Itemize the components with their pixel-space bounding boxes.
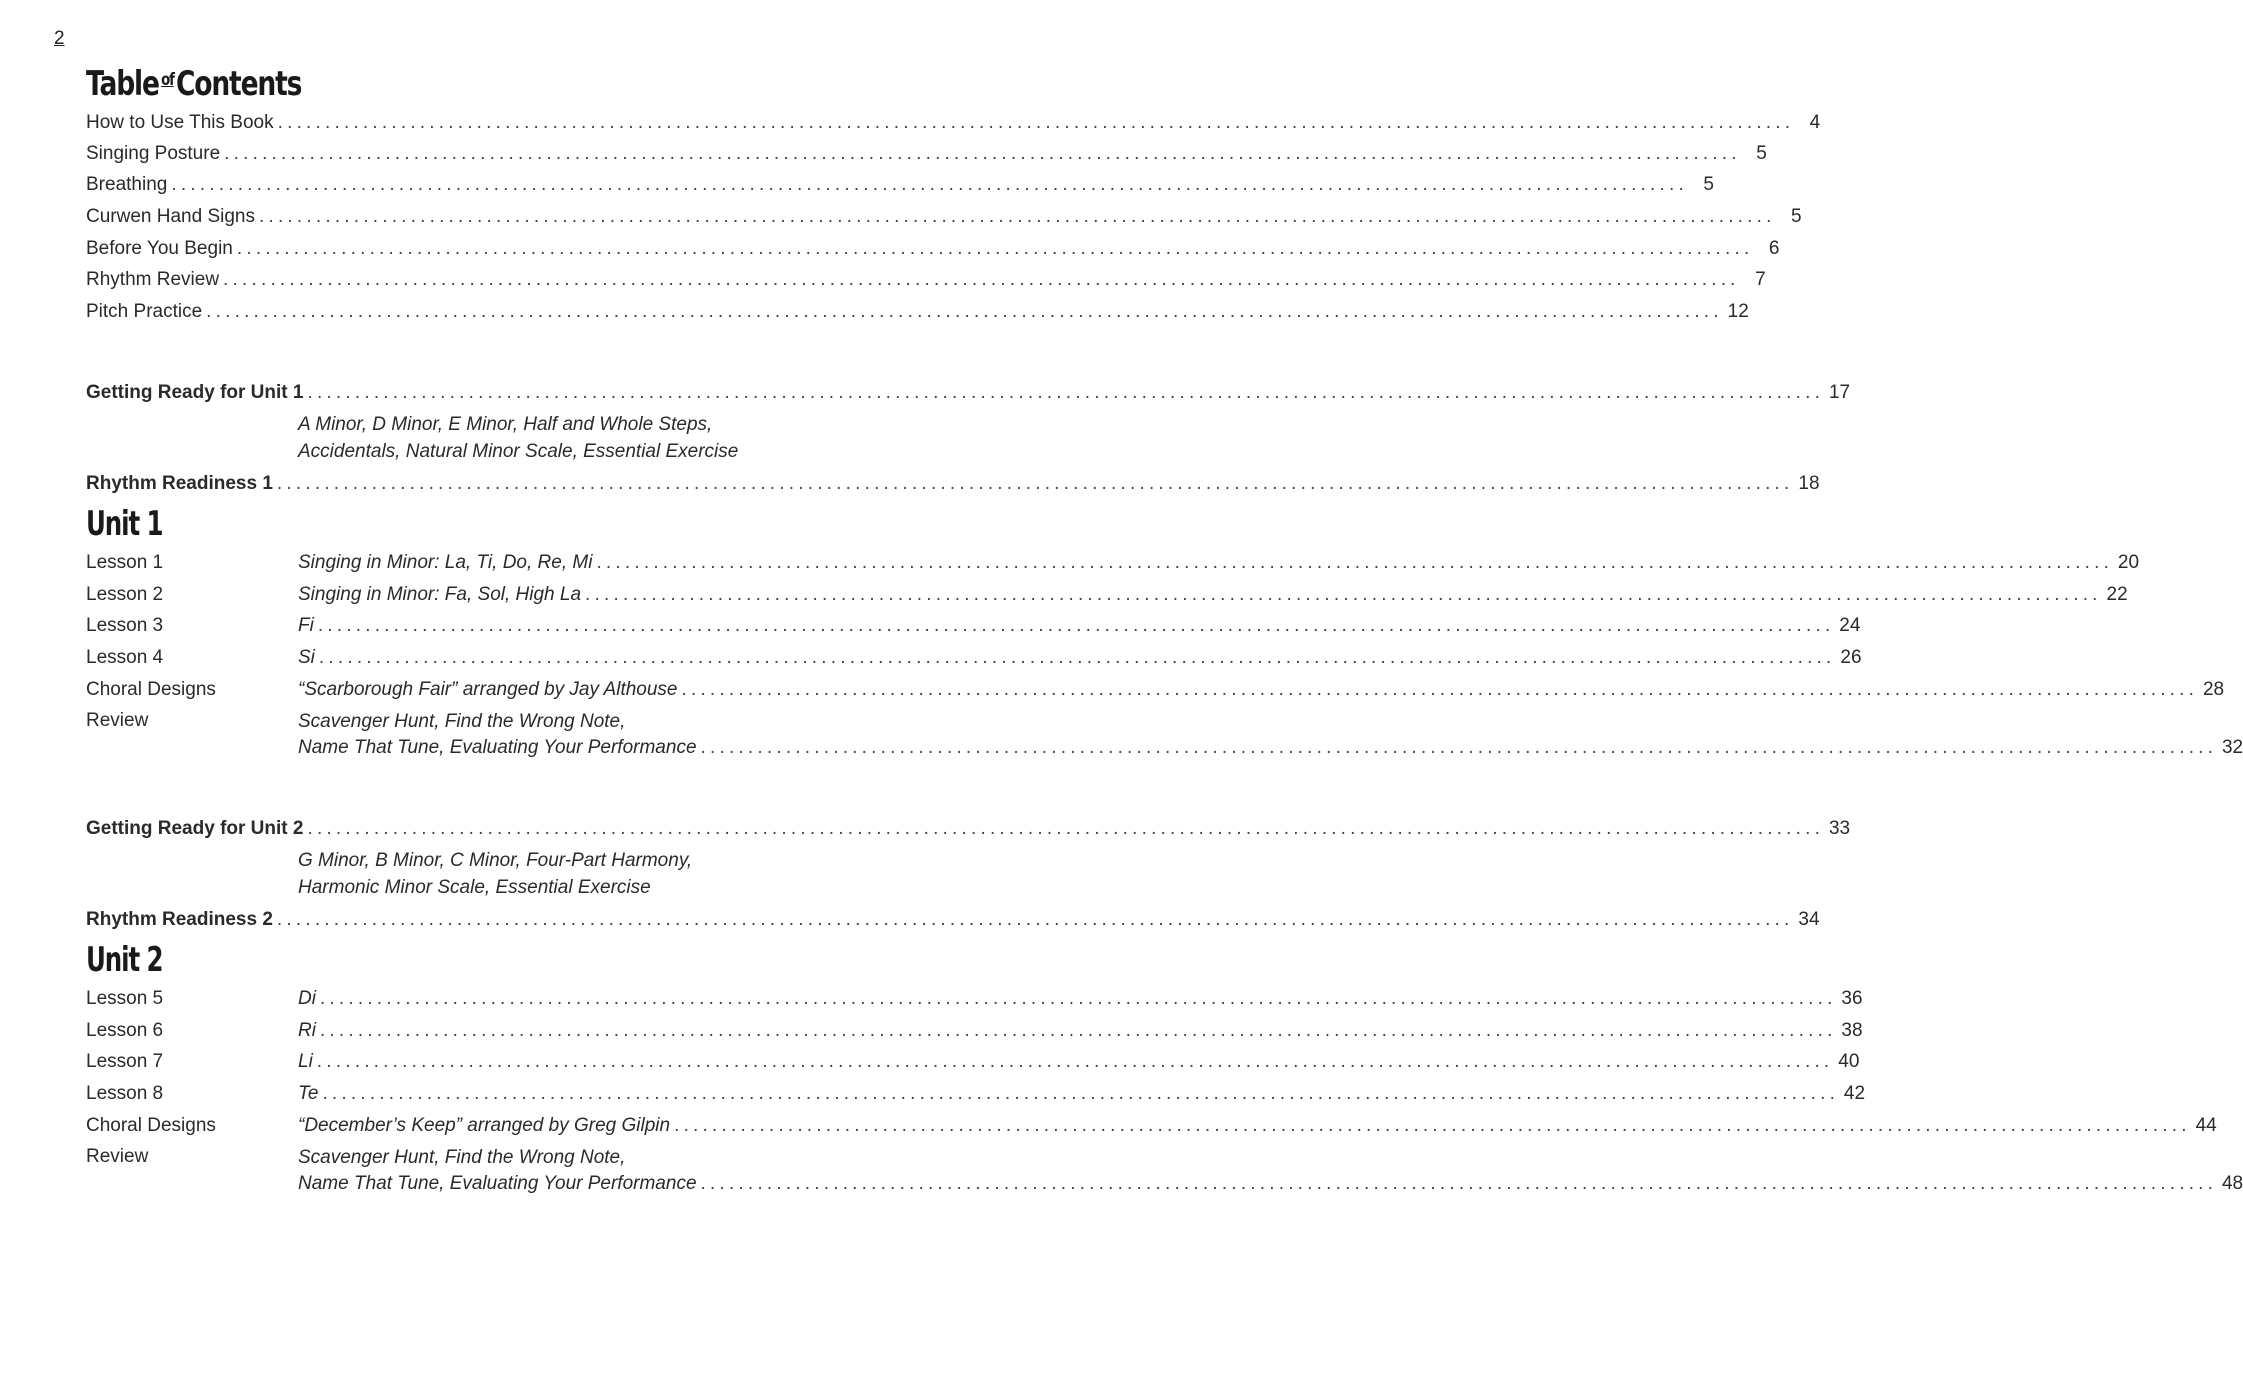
entry-page: 5 (1756, 143, 1767, 164)
lesson-label: Choral Designs (86, 1115, 216, 1136)
dot-leader: ................................................................................................................................................................ (236, 238, 1754, 259)
dot-leader: ................................................................................................................................................................ (319, 988, 1837, 1009)
page-title (86, 64, 301, 104)
entry-page: 4 (1809, 112, 1821, 133)
entry-title: Singing in Minor: La, Ti, Do, Re, Mi (298, 552, 593, 573)
entry-title: Before You Begin (86, 238, 233, 259)
entry-page: 6 (1768, 238, 1780, 259)
dot-leader: ................................................................................................................................................................ (276, 909, 1794, 930)
toc-entry[interactable] (298, 645, 1862, 671)
entry-page: 12 (1727, 301, 1749, 322)
dot-leader: ................................................................................................................................................................ (596, 552, 2114, 573)
entry-page: 22 (2106, 584, 2128, 605)
dot-leader: ................................................................................................................................................................ (322, 1083, 1840, 1104)
lesson-label: Lesson 8 (86, 1083, 164, 1104)
toc-entry-getting-ready-2[interactable] (86, 816, 1851, 842)
lesson-label: Lesson 4 (86, 647, 164, 668)
dot-leader: ................................................................................................................................................................ (681, 679, 2199, 700)
entry-page: 5 (1791, 206, 1802, 227)
toc-entry[interactable] (86, 267, 1766, 293)
toc-entry[interactable] (86, 110, 1821, 136)
entry-page: 18 (1798, 473, 1820, 494)
entry-description: A Minor, D Minor, E Minor, Half and Whole Steps, (298, 414, 713, 435)
entry-title: Singing in Minor: Fa, Sol, High La (298, 584, 582, 605)
toc-entry[interactable] (298, 613, 1861, 639)
unit-heading: Unit 2 (86, 940, 163, 980)
dot-leader: ................................................................................................................................................................ (258, 206, 1776, 227)
toc-entry[interactable] (86, 204, 1802, 230)
dot-leader: ................................................................................................................................................................ (307, 818, 1825, 839)
entry-page: 24 (1839, 615, 1861, 636)
entry-title: Breathing (86, 174, 168, 195)
review-label: Review (86, 710, 149, 731)
toc-entry[interactable] (86, 141, 1767, 167)
entry-page: 38 (1841, 1020, 1863, 1041)
entry-title: Si (298, 647, 315, 668)
dot-leader: ................................................................................................................................................................ (206, 301, 1723, 322)
dot-leader: ................................................................................................................................................................ (223, 269, 1740, 290)
entry-title: “Scarborough Fair” arranged by Jay Althouse (298, 679, 678, 700)
dot-leader: ................................................................................................................................................................ (171, 174, 1688, 195)
dot-leader: ................................................................................................................................................................ (319, 1020, 1837, 1041)
dot-leader: ................................................................................................................................................................ (277, 112, 1795, 133)
toc-entry-review[interactable] (298, 1171, 2243, 1197)
toc-entry[interactable] (298, 550, 2140, 576)
lesson-label: Lesson 5 (86, 988, 164, 1009)
review-label: Review (86, 1146, 149, 1167)
entry-title: Curwen Hand Signs (86, 206, 255, 227)
entry-title: Getting Ready for Unit 2 (86, 818, 304, 839)
entry-title: Rhythm Readiness 1 (86, 473, 273, 494)
dot-leader: ................................................................................................................................................................ (585, 584, 2102, 605)
entry-description: G Minor, B Minor, C Minor, Four-Part Harmony, (298, 850, 693, 871)
toc-entry-getting-ready-1[interactable] (86, 380, 1851, 406)
toc-entry[interactable] (298, 1113, 2217, 1139)
entry-title: Te (298, 1083, 319, 1104)
entry-title: Li (298, 1051, 313, 1072)
toc-entry[interactable] (298, 1018, 1863, 1044)
lesson-label: Lesson 6 (86, 1020, 164, 1041)
entry-page: 33 (1828, 818, 1851, 839)
dot-leader: ................................................................................................................................................................ (224, 143, 1741, 164)
entry-title: Rhythm Review (86, 269, 220, 290)
entry-page: 36 (1841, 988, 1863, 1009)
entry-title: Ri (298, 1020, 316, 1041)
title-word-of: of (161, 70, 174, 90)
entry-page: 26 (1840, 647, 1862, 668)
dot-leader: ................................................................................................................................................................ (700, 737, 2218, 758)
review-description: Scavenger Hunt, Find the Wrong Note, (298, 1147, 626, 1168)
entry-page: 28 (2202, 679, 2225, 700)
dot-leader: ................................................................................................................................................................ (307, 382, 1825, 403)
entry-title: How to Use This Book (86, 112, 274, 133)
entry-page: 40 (1838, 1051, 1860, 1072)
entry-page: 44 (2195, 1115, 2217, 1136)
lesson-label: Lesson 1 (86, 552, 164, 573)
page-number: 2 (54, 28, 65, 49)
entry-title: Singing Posture (86, 143, 221, 164)
entry-page: 34 (1798, 909, 1820, 930)
entry-page: 48 (2221, 1173, 2243, 1194)
entry-title: Pitch Practice (86, 301, 203, 322)
dot-leader: ................................................................................................................................................................ (316, 1051, 1834, 1072)
entry-title: Di (298, 988, 316, 1009)
title-word-table: Table (86, 64, 159, 104)
entry-title: Rhythm Readiness 2 (86, 909, 273, 930)
entry-title: Fi (298, 615, 314, 636)
toc-entry[interactable] (86, 299, 1749, 325)
dot-leader: ................................................................................................................................................................ (700, 1173, 2218, 1194)
toc-entry[interactable] (298, 677, 2225, 703)
unit-heading: Unit 1 (86, 504, 163, 544)
toc-entry[interactable] (298, 1049, 1860, 1075)
entry-title: Name That Tune, Evaluating Your Performance (298, 737, 697, 758)
entry-title: Name That Tune, Evaluating Your Performance (298, 1173, 697, 1194)
lesson-label: Choral Designs (86, 679, 216, 700)
entry-page: 5 (1703, 174, 1714, 195)
entry-title: Getting Ready for Unit 1 (86, 382, 304, 403)
lesson-label: Lesson 2 (86, 584, 164, 605)
toc-entry-review[interactable] (298, 735, 2243, 761)
toc-entry[interactable] (86, 172, 1714, 198)
lesson-label: Lesson 3 (86, 615, 164, 636)
entry-title: “December’s Keep” arranged by Greg Gilpin (298, 1115, 671, 1136)
dot-leader: ................................................................................................................................................................ (318, 647, 1836, 668)
toc-entry[interactable] (298, 582, 2128, 608)
toc-entry-rhythm-readiness-2[interactable] (86, 907, 1820, 933)
dot-leader: ................................................................................................................................................................ (674, 1115, 2191, 1136)
toc-entry[interactable] (298, 1081, 1866, 1107)
entry-page: 32 (2221, 737, 2243, 758)
entry-description: Accidentals, Natural Minor Scale, Essential Exercise (298, 441, 739, 462)
toc-entry[interactable] (298, 986, 1863, 1012)
toc-entry-rhythm-readiness-1[interactable] (86, 471, 1820, 497)
entry-page: 42 (1843, 1083, 1866, 1104)
dot-leader: ................................................................................................................................................................ (276, 473, 1794, 494)
review-description: Scavenger Hunt, Find the Wrong Note, (298, 711, 626, 732)
toc-entry[interactable] (86, 236, 1780, 262)
entry-page: 17 (1828, 382, 1851, 403)
entry-page: 7 (1755, 269, 1766, 290)
entry-description: Harmonic Minor Scale, Essential Exercise (298, 877, 651, 898)
lesson-label: Lesson 7 (86, 1051, 164, 1072)
dot-leader: ................................................................................................................................................................ (317, 615, 1835, 636)
entry-page: 20 (2117, 552, 2140, 573)
title-word-contents: Contents (176, 64, 302, 104)
